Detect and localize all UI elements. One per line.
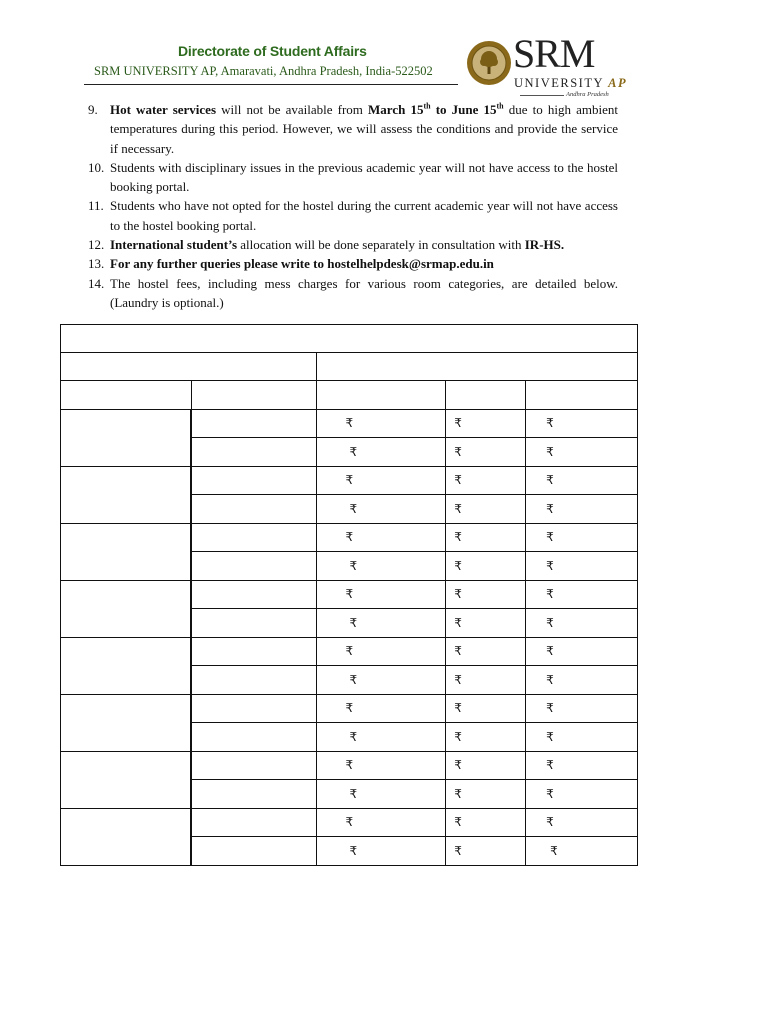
rupee-symbol: ₹ — [454, 843, 462, 858]
fee-cell — [446, 723, 526, 752]
table-cell — [61, 466, 192, 523]
fee-cell — [446, 637, 526, 666]
rupee-symbol: ₹ — [349, 843, 358, 858]
table-cell — [61, 325, 638, 353]
university-seal-icon — [466, 40, 512, 86]
list-item-number: 12. — [88, 237, 105, 253]
header-subtitle: SRM UNIVERSITY AP, Amaravati, Andhra Pradesh, India-522502 — [94, 64, 433, 78]
fee-cell — [526, 438, 638, 467]
table-cell — [191, 637, 317, 666]
list-item — [88, 274, 618, 313]
fee-cell — [526, 666, 638, 695]
rules-list — [88, 100, 618, 312]
fee-cell — [526, 751, 638, 780]
list-item-text: The hostel fees, including mess charges for various room categories, are detailed below. (Laundry is optional.) — [110, 275, 618, 310]
fee-cell — [526, 694, 638, 723]
rupee-symbol: ₹ — [546, 416, 554, 431]
fee-cell — [526, 637, 638, 666]
fee-cell — [446, 808, 526, 837]
fee-cell — [526, 466, 638, 495]
rupee-symbol: ₹ — [546, 501, 554, 516]
table-row — [61, 637, 638, 666]
rupee-symbol: ₹ — [454, 587, 462, 602]
fee-cell — [526, 837, 638, 866]
table-cell — [61, 808, 192, 865]
rupee-symbol: ₹ — [454, 644, 462, 659]
fee-cell — [446, 666, 526, 695]
table-row — [61, 466, 638, 495]
table-cell — [61, 409, 192, 466]
rupee-symbol: ₹ — [454, 473, 462, 488]
rupee-symbol: ₹ — [546, 530, 554, 545]
table-cell — [61, 637, 192, 694]
rupee-symbol: ₹ — [454, 786, 462, 801]
fee-cell — [446, 780, 526, 809]
fee-cell — [317, 780, 446, 809]
rupee-symbol: ₹ — [345, 530, 354, 545]
table-cell — [61, 580, 192, 637]
list-item-number: 9. — [88, 102, 98, 117]
table-row — [61, 580, 638, 609]
fee-cell — [317, 637, 446, 666]
rupee-symbol: ₹ — [454, 701, 462, 716]
rupee-symbol: ₹ — [349, 444, 358, 459]
rupee-symbol: ₹ — [345, 473, 354, 488]
rupee-symbol: ₹ — [546, 672, 554, 687]
rupee-symbol: ₹ — [546, 558, 554, 573]
table-cell — [191, 409, 317, 438]
rupee-symbol: ₹ — [546, 615, 554, 630]
table-row — [61, 808, 638, 837]
fee-cell — [526, 723, 638, 752]
list-item-text: Hot water services will not be available from March 15th to June 15th due to high ambient temperatures during this period. However, we will assess the conditions and provide the service if necessary. — [110, 101, 618, 156]
fee-cell — [317, 694, 446, 723]
header-rule — [84, 84, 458, 85]
table-cell — [61, 751, 192, 808]
list-item-number: 14. — [88, 275, 105, 291]
fee-cell — [526, 552, 638, 581]
rupee-symbol: ₹ — [546, 701, 554, 716]
table-cell — [526, 381, 638, 410]
list-item — [88, 158, 618, 197]
rupee-symbol: ₹ — [349, 729, 358, 744]
list-item-text: Students who have not opted for the hostel during the current academic year will not have access to the hostel booking portal. — [110, 198, 618, 233]
table-cell — [61, 694, 192, 751]
table-cell — [191, 751, 317, 780]
rupee-symbol: ₹ — [349, 558, 358, 573]
table-header-row — [61, 353, 638, 381]
fee-cell — [446, 751, 526, 780]
rupee-symbol: ₹ — [345, 701, 354, 716]
fee-cell — [446, 409, 526, 438]
rupee-symbol: ₹ — [546, 729, 554, 744]
fee-cell — [317, 751, 446, 780]
rupee-symbol: ₹ — [546, 444, 554, 459]
rupee-symbol: ₹ — [349, 501, 358, 516]
list-item-number: 10. — [88, 159, 105, 175]
fee-cell — [526, 409, 638, 438]
fee-cell — [317, 409, 446, 438]
table-cell — [191, 466, 317, 495]
logo-region: Andhra Pradesh — [566, 91, 609, 98]
fee-cell — [446, 495, 526, 524]
table-cell — [191, 438, 317, 467]
fee-cell — [317, 666, 446, 695]
rupee-symbol: ₹ — [345, 416, 354, 431]
fee-table — [60, 324, 638, 866]
rupee-symbol: ₹ — [454, 758, 462, 773]
table-cell — [191, 381, 317, 410]
table-cell — [191, 580, 317, 609]
list-item-text: For any further queries please write to hostelhelpdesk@srmap.edu.in — [110, 256, 494, 272]
rupee-symbol: ₹ — [454, 615, 462, 630]
fee-cell — [317, 837, 446, 866]
rupee-symbol: ₹ — [345, 644, 354, 659]
table-cell — [191, 780, 317, 809]
rupee-symbol: ₹ — [454, 416, 462, 431]
rupee-symbol: ₹ — [454, 444, 462, 459]
table-cell — [317, 353, 638, 381]
list-item — [88, 235, 618, 254]
logo-university: UNIVERSITY AP — [514, 76, 628, 90]
list-item-number: 13. — [88, 256, 105, 272]
rupee-symbol: ₹ — [546, 473, 554, 488]
table-cell — [61, 353, 317, 381]
rupee-symbol: ₹ — [454, 672, 462, 687]
table-cell — [191, 495, 317, 524]
table-cell — [191, 808, 317, 837]
fee-cell — [526, 780, 638, 809]
fee-cell — [446, 552, 526, 581]
rupee-symbol: ₹ — [454, 729, 462, 744]
table-cell — [61, 381, 192, 410]
list-item — [88, 196, 618, 235]
fee-cell — [317, 580, 446, 609]
table-cell — [446, 381, 526, 410]
list-item — [88, 254, 618, 273]
header-title: Directorate of Student Affairs — [178, 43, 367, 59]
list-item-number: 11. — [88, 198, 104, 214]
fee-cell — [526, 580, 638, 609]
list-item-text: Students with disciplinary issues in the previous academic year will not have access to the hostel booking portal. — [110, 159, 618, 195]
fee-cell — [317, 808, 446, 837]
fee-cell — [317, 523, 446, 552]
logo-srm: SRM — [513, 31, 595, 76]
rupee-symbol: ₹ — [546, 587, 554, 602]
table-row — [61, 409, 638, 438]
table-cell — [191, 837, 317, 866]
logo-divider — [520, 95, 564, 96]
table-cell — [317, 381, 446, 410]
rupee-symbol: ₹ — [550, 843, 558, 858]
table-title-row — [61, 325, 638, 353]
rupee-symbol: ₹ — [546, 815, 554, 830]
fee-cell — [446, 523, 526, 552]
rupee-symbol: ₹ — [546, 786, 554, 801]
fee-cell — [446, 580, 526, 609]
rupee-symbol: ₹ — [454, 530, 462, 545]
table-cell — [191, 552, 317, 581]
fee-cell — [446, 438, 526, 467]
rupee-symbol: ₹ — [349, 615, 358, 630]
rupee-symbol: ₹ — [454, 501, 462, 516]
rupee-symbol: ₹ — [454, 558, 462, 573]
table-row — [61, 694, 638, 723]
fee-cell — [317, 723, 446, 752]
table-cell — [191, 523, 317, 552]
table-cell — [191, 609, 317, 638]
fee-cell — [317, 438, 446, 467]
fee-cell — [526, 523, 638, 552]
fee-cell — [446, 466, 526, 495]
fee-cell — [446, 837, 526, 866]
table-cell — [61, 523, 192, 580]
table-cell — [191, 694, 317, 723]
table-row — [61, 751, 638, 780]
fee-cell — [526, 609, 638, 638]
rupee-symbol: ₹ — [454, 815, 462, 830]
rupee-symbol: ₹ — [349, 786, 358, 801]
table-cell — [191, 666, 317, 695]
fee-cell — [317, 552, 446, 581]
fee-cell — [317, 466, 446, 495]
fee-cell — [526, 495, 638, 524]
table-cell — [191, 723, 317, 752]
table-subheader-row — [61, 381, 638, 410]
list-item — [88, 100, 618, 158]
fee-cell — [446, 609, 526, 638]
fee-cell — [317, 609, 446, 638]
table-row — [61, 523, 638, 552]
rupee-symbol: ₹ — [546, 758, 554, 773]
rupee-symbol: ₹ — [349, 672, 358, 687]
fee-cell — [317, 495, 446, 524]
fee-cell — [526, 808, 638, 837]
rupee-symbol: ₹ — [345, 815, 354, 830]
rupee-symbol: ₹ — [345, 587, 354, 602]
fee-cell — [446, 694, 526, 723]
list-item-text: International student’s allocation will be done separately in consultation with IR-HS. — [110, 237, 565, 253]
rupee-symbol: ₹ — [546, 644, 554, 659]
rupee-symbol: ₹ — [345, 758, 354, 773]
